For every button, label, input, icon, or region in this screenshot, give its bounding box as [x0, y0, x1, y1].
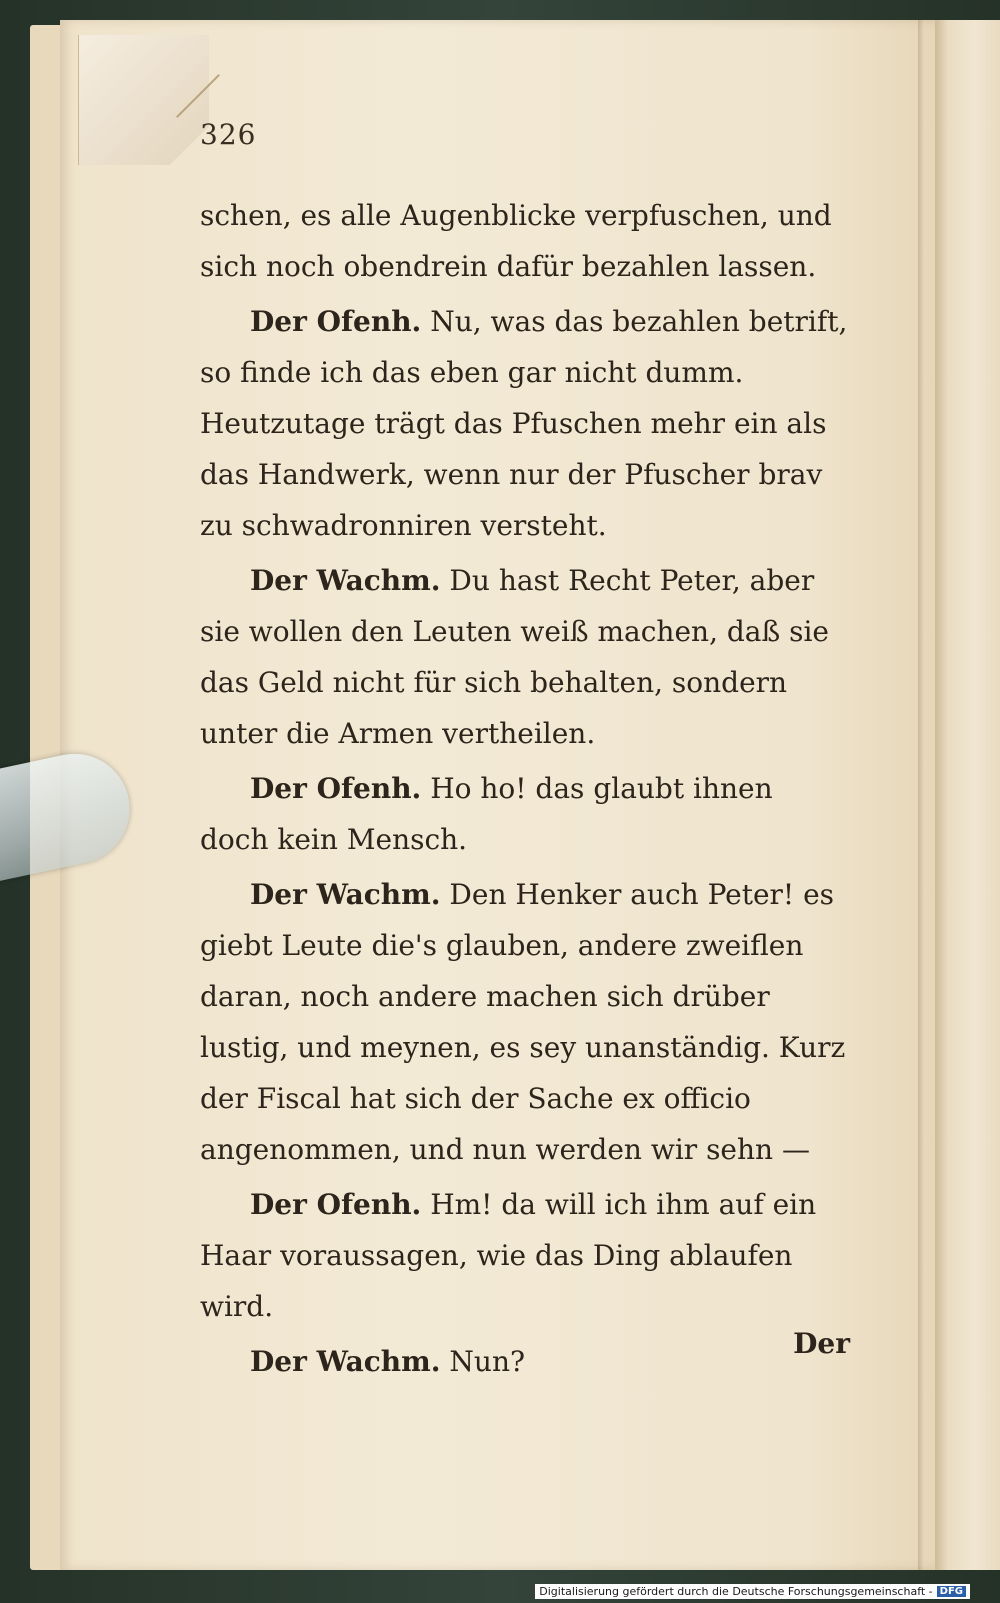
speaker-label: Der Wachm. — [250, 564, 441, 597]
paragraph-text: Ho ho! das glaubt ihnen doch kein Mensch. — [200, 772, 773, 856]
dfg-logo: DFG — [937, 1586, 966, 1597]
paragraph-text: Hm! da will ich ihm auf ein Haar voraussagen, wie das Ding ablaufen wird. — [200, 1188, 817, 1323]
speaker-label: Der Ofenh. — [250, 305, 422, 338]
paragraph-4 — [200, 763, 850, 865]
paragraph-text: Nun? — [440, 1345, 526, 1378]
paragraph-2 — [200, 296, 850, 551]
speaker-label: Der Ofenh. — [250, 1188, 422, 1221]
speaker-label: Der Wachm. — [250, 1345, 441, 1378]
paragraph-text: Nu, was das bezahlen betrift, so finde ich das eben gar nicht dumm. Heutzutage trägt das Pfuschen mehr ein als das Handwerk, wenn nur der Pfuscher brav zu schwadronniren versteht. — [200, 305, 848, 542]
paragraph-6 — [200, 1179, 850, 1332]
facing-page-edge — [935, 20, 1000, 1570]
page-gutter — [918, 20, 924, 1570]
paragraph-3 — [200, 555, 850, 759]
paragraph-1 — [200, 190, 850, 292]
page-text — [200, 190, 850, 1387]
paragraph-5 — [200, 869, 850, 1175]
page-number: 326 — [200, 118, 257, 151]
paragraph-text: Den Henker auch Peter! es giebt Leute die's glauben, andere zweiflen daran, noch andere machen sich drüber lustig, und meynen, es sey unanständig. Kurz der Fiscal hat sich der Sache ex officio angenommen, und nun werden wir sehn — — [200, 878, 846, 1166]
digitization-footer — [535, 1584, 970, 1599]
paragraph-text: Du hast Recht Peter, aber sie wollen den Leuten weiß machen, daß sie das Geld nicht für sich behalten, sondern unter die Armen vertheilen. — [200, 564, 829, 750]
paragraph-7 — [200, 1336, 850, 1387]
footer-text: Digitalisierung gefördert durch die Deutsche Forschungsgemeinschaft - — [539, 1585, 933, 1598]
paragraph-text: schen, es alle Augenblicke verpfuschen, und sich noch obendrein dafür bezahlen lassen. — [200, 199, 832, 283]
catchword: Der — [793, 1327, 850, 1360]
speaker-label: Der Wachm. — [250, 878, 441, 911]
speaker-label: Der Ofenh. — [250, 772, 422, 805]
